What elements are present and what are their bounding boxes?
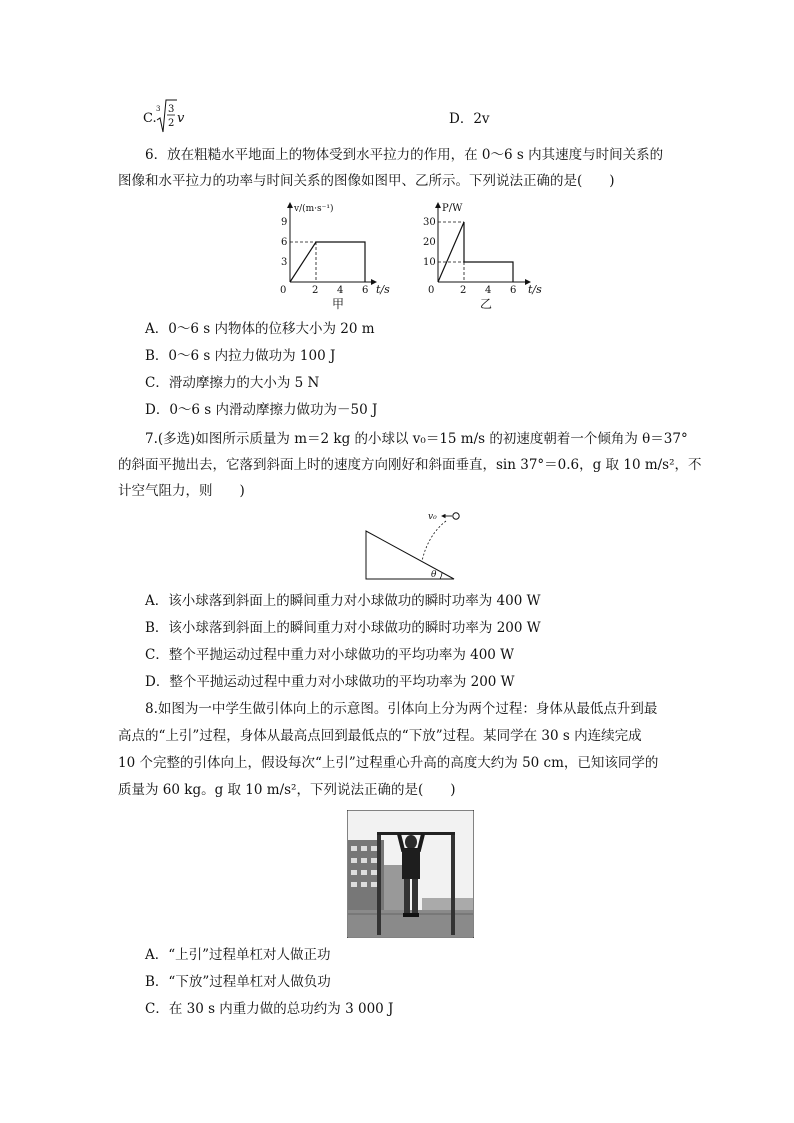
q7-option-c: C．整个平抛运动过程中重力对小球做功的平均功率为 400 W (145, 647, 515, 663)
v0-label: v₀ (428, 512, 437, 522)
power-curve (438, 222, 513, 282)
x-axis-label: t/s (528, 283, 542, 296)
option-c-formula (143, 98, 203, 138)
distant-buildings (422, 898, 473, 910)
x-tick-2: 2 (460, 285, 467, 296)
bar-post-right (451, 832, 455, 935)
q6-stem-line2: 图像和水平拉力的功率与时间关系的图像如图甲、乙所示。下列说法正确的是( ) (118, 173, 615, 189)
x-tick-2: 2 (312, 285, 319, 296)
cube-root-formula (143, 98, 203, 138)
caption-yi: 乙 (480, 297, 493, 311)
y-axis-label: P/W (442, 203, 463, 214)
q8-option-a: A．“上引”过程单杠对人做正功 (145, 947, 331, 963)
option-c-variable: v (177, 111, 185, 126)
x-tick-6: 6 (362, 285, 369, 296)
q7-incline-figure (358, 505, 468, 583)
y-tick-30: 30 (423, 217, 436, 228)
q7-option-a: A．该小球落到斜面上的瞬间重力对小球做功的瞬时功率为 400 W (145, 593, 541, 609)
origin-label: 0 (280, 285, 287, 296)
q6-option-a: A．0～6 s 内物体的位移大小为 20 m (145, 321, 375, 337)
bar-post-left (377, 832, 381, 935)
q7-stem-line1: 7.(多选)如图所示质量为 m＝2 kg 的小球以 v₀＝15 m/s 的初速度朝着一个倾角为 θ＝37° (145, 431, 688, 447)
q8-option-b: B．“下放”过程单杠对人做负功 (145, 974, 331, 990)
q6-option-d: D．0～6 s 内滑动摩擦力做功为－50 J (145, 402, 378, 418)
y-tick-3: 3 (281, 257, 288, 268)
q7-stem-line3: 计空气阻力，则 ) (118, 483, 245, 499)
q7-option-b: B．该小球落到斜面上的瞬间重力对小球做功的瞬时功率为 200 W (145, 620, 541, 636)
q6-graph-velocity (270, 198, 410, 316)
y-axis-label: v/(m·s⁻¹) (294, 204, 334, 214)
velocity-curve (290, 242, 365, 282)
person-leg-left (404, 879, 410, 913)
incline-triangle (366, 531, 454, 579)
y-tick-10: 10 (423, 257, 436, 268)
y-tick-6: 6 (281, 237, 288, 248)
q6-option-c: C．滑动摩擦力的大小为 5 N (145, 375, 320, 391)
q8-stem-line1: 8.如图为一中学生做引体向上的示意图。引体向上分为两个过程：身体从最低点升到最 (145, 701, 658, 717)
x-tick-4: 4 (485, 285, 492, 296)
q8-stem-line2: 高点的“上引”过程，身体从最高点回到最低点的“下放”过程。某同学在 30 s 内连续完成 (118, 728, 642, 744)
q6-stem-line1: 6．放在粗糙水平地面上的物体受到水平拉力的作用，在 0～6 s 内其速度与时间关系的 (145, 147, 664, 163)
option-c-label: C. (143, 111, 157, 126)
x-tick-4: 4 (337, 285, 344, 296)
horizontal-bar (377, 832, 455, 835)
person-torso (402, 849, 420, 879)
person-head (405, 835, 417, 849)
trajectory (422, 521, 446, 561)
y-tick-9: 9 (281, 217, 288, 228)
person-leg-right (412, 879, 418, 913)
fraction-denominator: 2 (168, 118, 175, 129)
fraction-numerator: 3 (168, 104, 175, 115)
q7-stem-line2: 的斜面平抛出去，它落到斜面上时的速度方向刚好和斜面垂直，sin 37°＝0.6，g 取 10 m/s²，不 (118, 457, 702, 473)
building-mid (384, 865, 404, 910)
q7-option-d: D．整个平抛运动过程中重力对小球做功的平均功率为 200 W (145, 674, 515, 690)
origin-label: 0 (428, 285, 435, 296)
ball (453, 513, 459, 519)
option-d: D．2v (449, 111, 490, 127)
q6-graph-power (418, 198, 558, 316)
x-tick-6: 6 (510, 285, 517, 296)
q8-stem-line4: 质量为 60 kg。g 取 10 m/s²，下列说法正确的是( ) (118, 782, 456, 798)
root-index: 3 (156, 105, 161, 113)
q8-stem-line3: 10 个完整的引体向上，假设每次“上引”过程重心升高的高度大约为 50 cm，已知该同学的 (118, 755, 659, 771)
q6-option-b: B．0～6 s 内拉力做功为 100 J (145, 348, 336, 364)
theta-label: θ (431, 570, 437, 580)
q8-pullup-photo (347, 810, 474, 938)
y-tick-20: 20 (423, 237, 436, 248)
x-axis-label: t/s (376, 283, 390, 296)
caption-jia: 甲 (332, 297, 345, 311)
q8-option-c: C．在 30 s 内重力做的总功约为 3 000 J (145, 1001, 394, 1017)
